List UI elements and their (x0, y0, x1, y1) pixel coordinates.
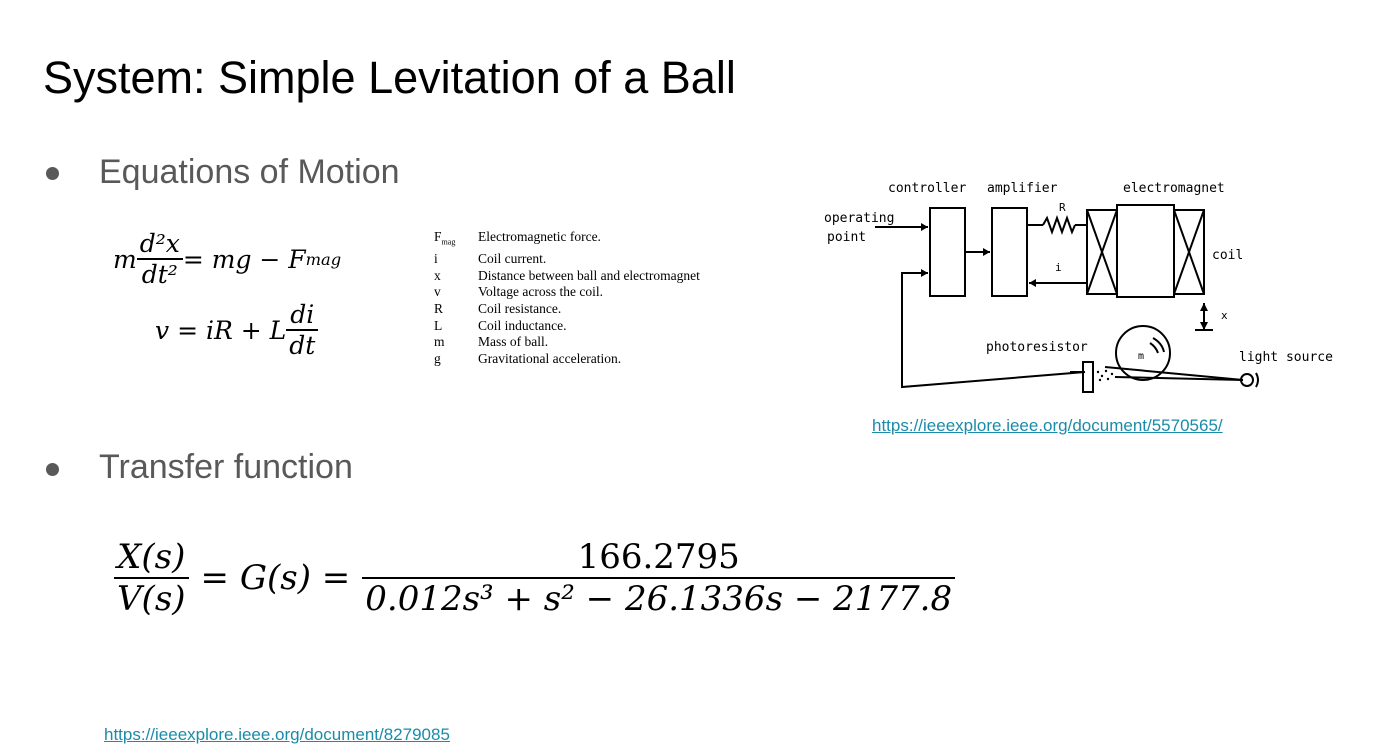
bullet-transfer-function: Transfer function (99, 448, 353, 486)
equation-of-motion-force: m $\frac{\text{d²x}}{\text{dt²}}$ = mg − F mag (113, 229, 342, 289)
legend-symbol: R (434, 301, 444, 317)
legend-symbol: g (434, 350, 441, 366)
transfer-function-rhs: $\frac{166.2795}{\text{0.012s³ + s² − 26.1336s − 2177.8}}$ (362, 537, 955, 619)
transfer-function-equation: $\frac{X(s)}{V(s)}$ = G(s) = $\frac{166.2795}{\text{0.012s³ + s² − 26.1336s − 2177.8}}$ (114, 526, 955, 630)
legend-description: Electromagnetic force. (478, 229, 601, 244)
amplifier-box (992, 208, 1027, 296)
legend-description: Distance between ball and electromagnet (478, 267, 700, 283)
current-derivative-fraction: $\frac{di}{dt}$ (286, 300, 318, 360)
label-resistor: R (1059, 201, 1066, 214)
legend-row (432, 318, 700, 335)
photoresistor-element (1083, 362, 1093, 392)
legend-description: Coil inductance. (478, 317, 567, 333)
legend-symbol: v (434, 284, 441, 300)
label-amplifier: amplifier (987, 181, 1058, 196)
legend-row (432, 334, 700, 351)
legend-description: Coil resistance. (478, 301, 562, 317)
label-operating: operating (824, 211, 895, 226)
legend-description: Mass of ball. (478, 334, 549, 350)
label-gap: x (1221, 309, 1228, 322)
legend-row (432, 251, 700, 268)
transfer-function-lhs: $\frac{X(s)}{V(s)}$ (114, 537, 189, 619)
legend-row (432, 351, 700, 368)
legend-row (432, 284, 700, 301)
bullet-dot-transfer (46, 463, 59, 476)
legend-symbol: $F_{mag}$ (434, 229, 456, 247)
legend-symbol: m (434, 334, 445, 350)
bullet-dot-equations (46, 167, 59, 180)
controller-box (930, 208, 965, 296)
label-current: i (1055, 261, 1062, 274)
label-electromagnet: electromagnet (1123, 181, 1225, 196)
levitation-block-diagram (815, 175, 1355, 400)
label-light-source: light source (1239, 350, 1333, 365)
legend-row (432, 301, 700, 318)
legend-description: Gravitational acceleration. (478, 350, 622, 366)
label-coil: coil (1212, 248, 1244, 263)
electromagnet-core (1117, 205, 1174, 297)
label-ball-mass: m (1138, 351, 1145, 362)
slide-title: System: Simple Levitation of a Ball (43, 52, 736, 103)
bullet-equations-of-motion: Equations of Motion (99, 153, 400, 191)
diagram-source-link[interactable]: https://ieeexplore.ieee.org/document/5570565/ (872, 416, 1223, 435)
legend-row (432, 229, 700, 251)
legend-row (432, 268, 700, 285)
legend-description: Coil current. (478, 251, 547, 267)
footer-source-link[interactable]: https://ieeexplore.ieee.org/document/8279085 (104, 725, 450, 744)
legend-symbol: i (434, 251, 438, 267)
equation-of-motion-voltage: v = iR + L $\frac{di}{dt}$ (155, 294, 345, 366)
legend-symbol: L (434, 317, 443, 333)
label-point: point (827, 230, 867, 245)
label-photoresistor: photoresistor (986, 340, 1088, 355)
label-controller: controller (888, 181, 967, 196)
variable-legend (432, 229, 700, 367)
legend-description: Voltage across the coil. (478, 284, 603, 300)
legend-symbol: x (434, 267, 441, 283)
second-derivative-fraction: $\frac{\text{d²x}}{\text{dt²}}$ (137, 229, 183, 289)
